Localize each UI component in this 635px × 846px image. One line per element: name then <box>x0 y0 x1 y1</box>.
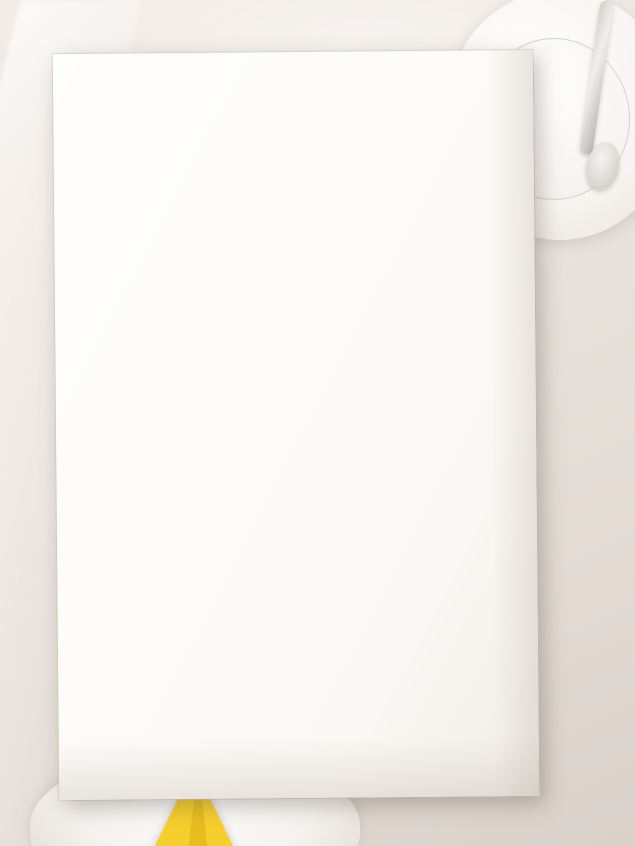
schedule-list <box>152 246 482 249</box>
page-title <box>54 146 534 150</box>
closing-message <box>59 738 539 742</box>
program-sheet <box>53 50 539 800</box>
program-content <box>53 50 539 800</box>
event-date <box>54 218 534 222</box>
event-subtitle <box>54 196 534 200</box>
